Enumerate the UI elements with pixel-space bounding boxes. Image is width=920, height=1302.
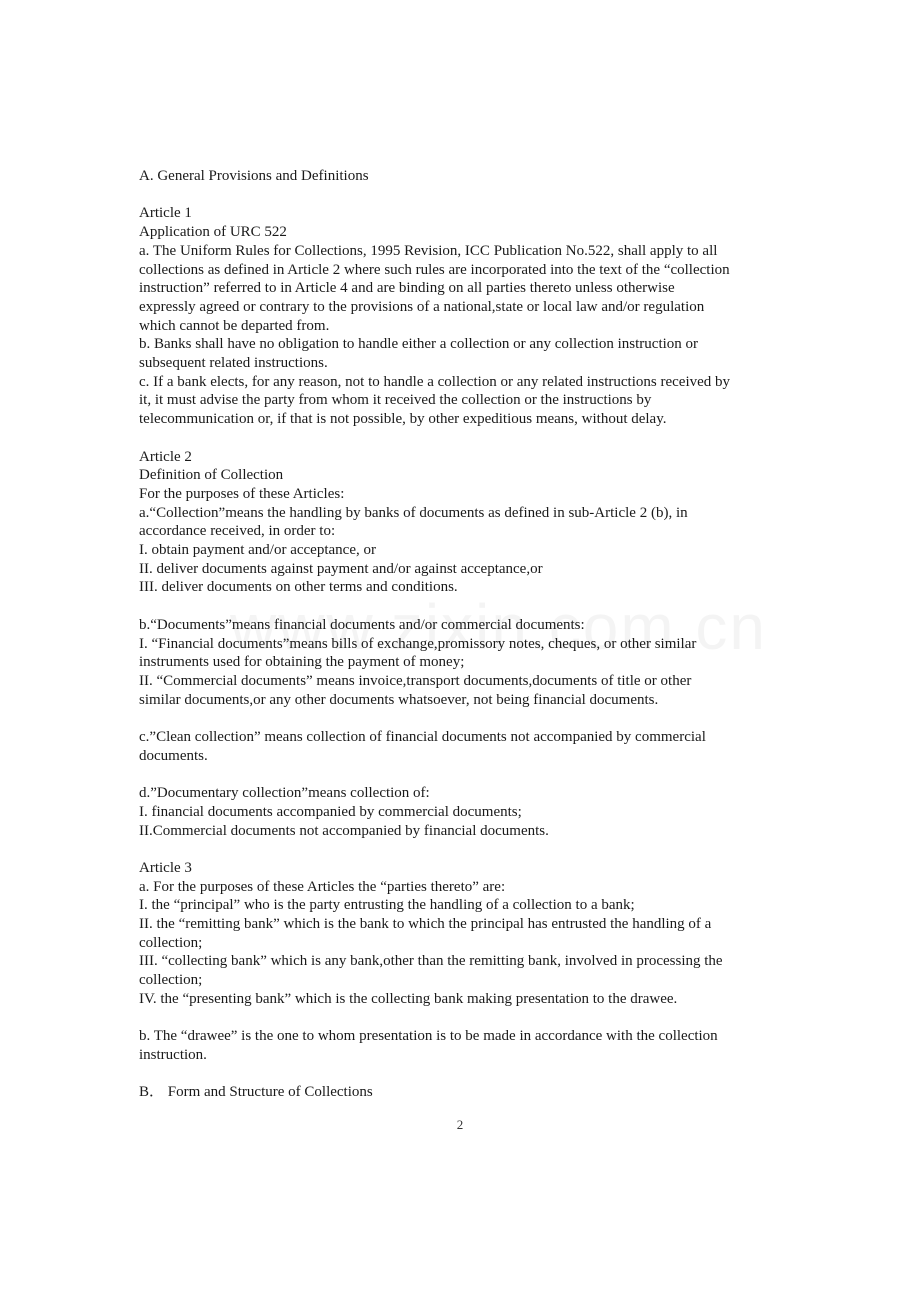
list-item: I. the “principal” who is the party entrusting the handling of a collection to a bank; — [139, 897, 635, 914]
list-item: collection; — [139, 934, 203, 951]
paragraph-line: accordance received, in order to: — [139, 523, 336, 540]
list-item: II.Commercial documents not accompanied by financial documents. — [139, 822, 549, 839]
paragraph-line: c.”Clean collection” means collection of financial documents not accompanied by commercial — [139, 729, 706, 746]
blank-line — [139, 429, 799, 448]
list-item: III. deliver documents on other terms and conditions. — [139, 579, 458, 596]
article-heading: Article 2 — [139, 448, 192, 465]
paragraph-line: subsequent related instructions. — [139, 355, 328, 372]
paragraph-line: a. The Uniform Rules for Collections, 1995 Revision, ICC Publication No.522, shall apply to all — [139, 242, 718, 259]
paragraph-line: instruction. — [139, 1046, 207, 1063]
paragraph-line: documents. — [139, 747, 208, 764]
blank-line — [139, 840, 799, 859]
paragraph-line: which cannot be departed from. — [139, 317, 330, 334]
list-item: instruments used for obtaining the payment of money; — [139, 654, 465, 671]
list-item: II. the “remitting bank” which is the bank to which the principal has entrusted the handling of a — [139, 916, 712, 933]
paragraph-line: b.“Documents”means financial documents and/or commercial documents: — [139, 616, 585, 633]
paragraph-line: b. Banks shall have no obligation to handle either a collection or any collection instruction or — [139, 336, 699, 353]
paragraph-line: expressly agreed or contrary to the provisions of a national,state or local law and/or regulation — [139, 298, 705, 315]
blank-line — [139, 765, 799, 784]
blank-line — [139, 597, 799, 616]
paragraph-line: it, it must advise the party from whom it received the collection or the instructions by — [139, 392, 652, 409]
list-item: IV. the “presenting bank” which is the collecting bank making presentation to the drawee. — [139, 990, 678, 1007]
paragraph-line: collections as defined in Article 2 where such rules are incorporated into the text of the “collection — [139, 261, 730, 278]
article-title: Application of URC 522 — [139, 224, 287, 241]
paragraph-line: instruction” referred to in Article 4 and are binding on all parties thereto unless otherwise — [139, 280, 675, 297]
blank-line — [139, 186, 799, 205]
list-item: I. financial documents accompanied by commercial documents; — [139, 803, 522, 820]
page-number: 2 — [456, 1117, 464, 1132]
blank-line — [139, 709, 799, 728]
paragraph-line: c. If a bank elects, for any reason, not to handle a collection or any related instructions received by — [139, 373, 731, 390]
paragraph-line: a. For the purposes of these Articles the “parties thereto” are: — [139, 878, 506, 895]
paragraph-line: b. The “drawee” is the one to whom presentation is to be made in accordance with the collection — [139, 1028, 718, 1045]
blank-line — [139, 1065, 799, 1084]
blank-line — [139, 1009, 799, 1028]
document-body — [139, 167, 799, 1102]
list-item: similar documents,or any other documents whatsoever, not being financial documents. — [139, 691, 659, 708]
article-title: Definition of Collection — [139, 467, 284, 484]
section-heading: B． Form and Structure of Collections — [139, 1084, 373, 1101]
list-item: III. “collecting bank” which is any bank,other than the remitting bank, involved in processing the — [139, 953, 723, 970]
list-item: I. “Financial documents”means bills of exchange,promissory notes, cheques, or other similar — [139, 635, 697, 652]
section-heading: A. General Provisions and Definitions — [139, 168, 369, 184]
article-heading: Article 3 — [139, 859, 192, 876]
article-heading: Article 1 — [139, 205, 192, 222]
list-item: II. deliver documents against payment and/or against acceptance,or — [139, 560, 543, 577]
list-item: II. “Commercial documents” means invoice,transport documents,documents of title or other — [139, 672, 692, 689]
paragraph-line: For the purposes of these Articles: — [139, 485, 345, 502]
paragraph-line: a.“Collection”means the handling by banks of documents as defined in sub-Article 2 (b), in — [139, 504, 688, 521]
paragraph-line: telecommunication or, if that is not possible, by other expeditious means, without delay. — [139, 411, 667, 428]
list-item: collection; — [139, 972, 203, 989]
list-item: I. obtain payment and/or acceptance, or — [139, 542, 376, 559]
paragraph-line: d.”Documentary collection”means collection of: — [139, 785, 430, 802]
